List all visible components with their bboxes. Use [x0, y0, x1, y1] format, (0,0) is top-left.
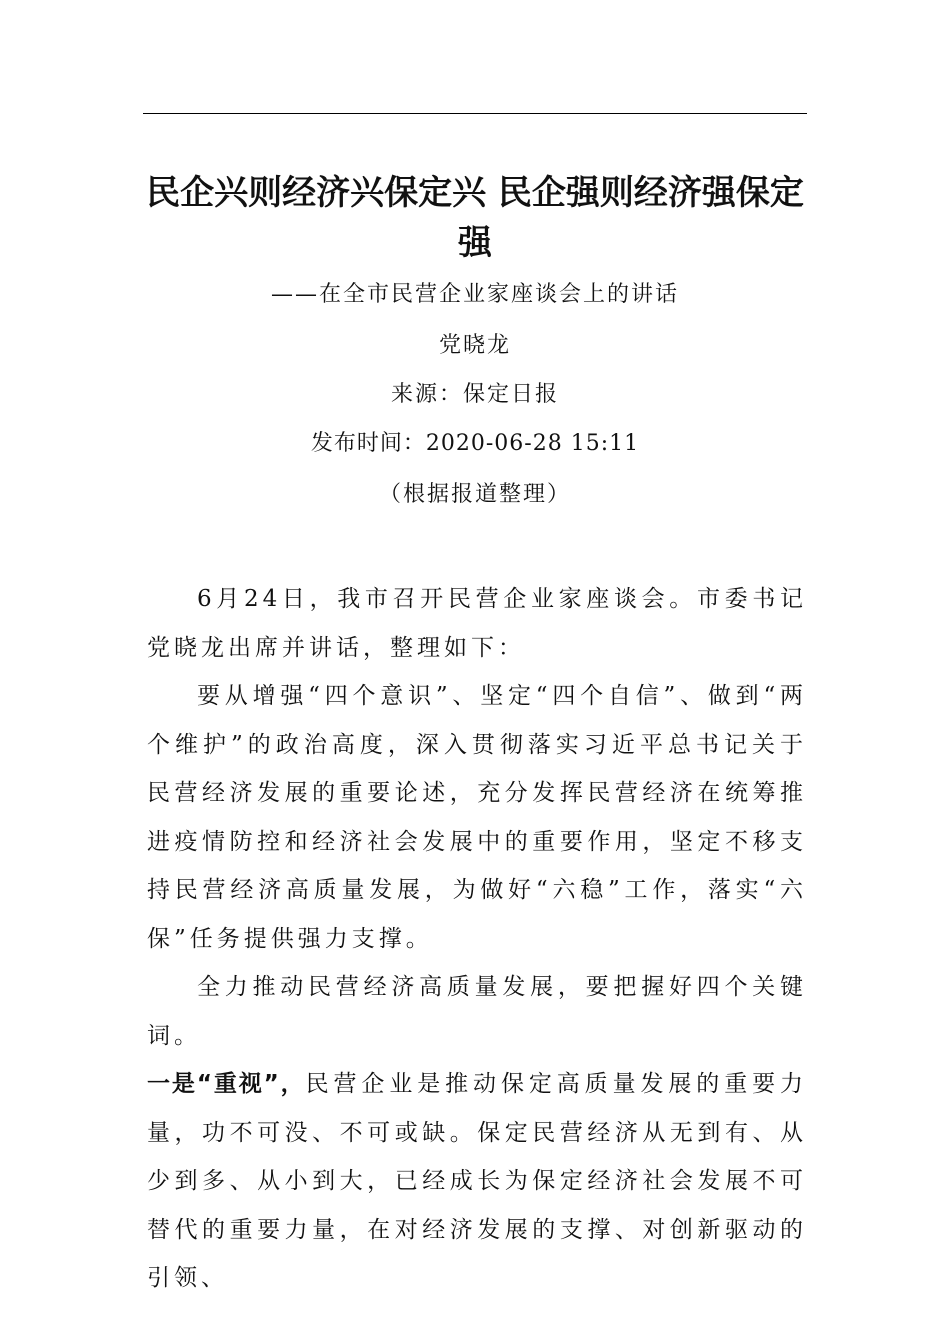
paragraph-lead: 一是“重视”， — [147, 1071, 306, 1097]
header-rule — [143, 113, 807, 114]
body-paragraph: 要从增强“四个意识”、坚定“四个自信”、做到“两个维护”的政治高度，深入贯彻落实习近平总书记关于民营经济发展的重要论述，充分发挥民营经济在统筹推进疫情防控和经济社会发展中的重要作用，坚定不移支持民营经济高质量发展，为做好“六稳”工作，落实“六保”任务提供强力支撑。 — [147, 683, 807, 952]
paragraph-text: 民营企业是推动保定高质量发展的重要力量，功不可没、不可或缺。保定民营经济从无到有、从少到多、从小到大，已经成长为保定经济社会发展不可替代的重要力量，在对经济发展的支撑、对创新驱动的引领、 — [147, 1071, 808, 1291]
article-source: 来源：保定日报 — [390, 382, 559, 407]
body-paragraph — [147, 1060, 807, 1303]
article-note: （根据报道整理） — [378, 482, 571, 507]
body-paragraph: 6月24日，我市召开民营企业家座谈会。市委书记党晓龙出席并讲话，整理如下： — [147, 586, 807, 661]
article-author: 党晓龙 — [438, 333, 511, 358]
article-title: 民企兴则经济兴保定兴 民企强则经济强保定强 — [146, 173, 804, 263]
article-body — [147, 575, 807, 1303]
article-subtitle: ——在全市民营企业家座谈会上的讲话 — [270, 282, 679, 307]
body-paragraph: 全力推动民营经济高质量发展，要把握好四个关键词。 — [147, 974, 807, 1049]
article-published-time: 发布时间：2020-06-28 15:11 — [310, 431, 640, 456]
